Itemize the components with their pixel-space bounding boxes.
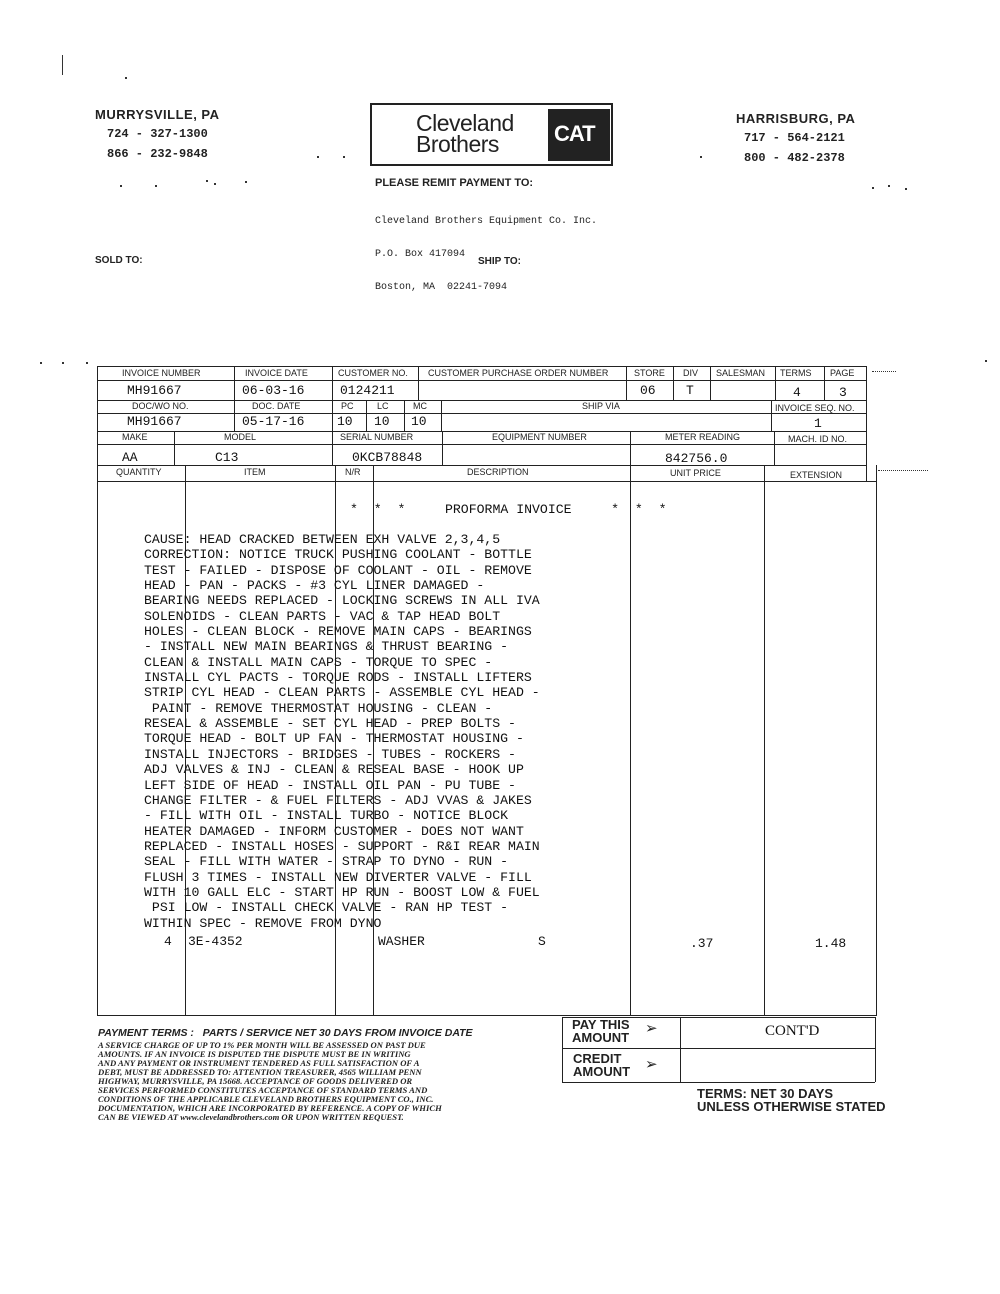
value-doc-wo: MH91667 <box>127 414 182 429</box>
fine-print-line: SERVICES PERFORMED CONSTITUTES ACCEPTANCE OF STANDARD TERMS AND <box>98 1085 428 1095</box>
grid-line <box>332 431 333 465</box>
grid-line <box>97 481 877 482</box>
grid-line <box>97 431 867 432</box>
fine-print-line: AND ANY PAYMENT OR INSTRUMENT TENDERED AS FULL SATISFACTION OF A <box>98 1058 420 1068</box>
scan-speck <box>343 156 345 158</box>
grid-line <box>626 366 627 400</box>
scan-dots <box>872 371 896 372</box>
branch-left-phone2: 866 - 232-9848 <box>107 147 208 161</box>
grid-line <box>441 400 442 431</box>
credit-l2: AMOUNT <box>573 1064 631 1079</box>
work-line: WITH 10 GALL ELC - START HP RUN - BOOST LOW & FUEL <box>144 884 540 900</box>
label-salesman: SALESMAN <box>716 368 766 378</box>
label-make: MAKE <box>122 432 148 442</box>
payment-terms-heading: PAYMENT TERMS : PARTS / SERVICE NET 30 DAYS FROM INVOICE DATE <box>98 1027 473 1039</box>
pay-box-line <box>562 1048 875 1049</box>
pay-this-amount-label <box>572 1018 630 1044</box>
label-ship-via: SHIP VIA <box>582 401 620 411</box>
grid-line <box>97 413 867 414</box>
value-model: C13 <box>215 450 239 465</box>
label-customer-no: CUSTOMER NO. <box>338 368 408 378</box>
work-line: HEAD - PAN - PACKS - #3 CYL LINER DAMAGED - <box>144 578 485 594</box>
fine-print-line: DOCUMENTATION, WHICH ARE INCORPORATED BY REFERENCE. A COPY OF WHICH <box>98 1103 442 1113</box>
work-line: CAUSE: HEAD CRACKED BETWEEN EXH VALVE 2,3,4,5 <box>144 532 501 547</box>
value-customer-no: 0124211 <box>340 383 395 398</box>
work-line: CLEAN & INSTALL MAIN CAPS - TORQUE TO SPEC - <box>144 654 493 670</box>
label-unit-price: UNIT PRICE <box>670 468 721 478</box>
scan-speck <box>245 181 247 183</box>
grid-line <box>97 366 867 367</box>
work-description <box>144 532 540 931</box>
work-line: CHANGE FILTER - & FUEL FILTERS - ADJ VVAS & JAKES <box>144 792 532 808</box>
work-line: SOLENOIDS - CLEAN PARTS - VAC & TAP HEAD BOLT <box>144 608 501 624</box>
grid-line <box>630 431 631 465</box>
remit-line1: Cleveland Brothers Equipment Co. Inc. <box>375 216 598 227</box>
label-nr: N/R <box>345 467 361 477</box>
scan-speck <box>872 187 874 189</box>
work-line: FLUSH 3 TIMES - INSTALL NEW DIVERTER VALVE - FILL <box>144 869 532 885</box>
scan-speck <box>155 185 157 187</box>
grid-line <box>234 400 235 431</box>
work-line: BEARING NEEDS REPLACED - LOCKING SCREWS IN ALL IVA <box>144 593 540 609</box>
label-extension: EXTENSION <box>790 470 843 480</box>
item-quantity: 4 <box>164 934 172 949</box>
label-doc-wo: DOC/WO NO. <box>132 401 189 411</box>
grid-line <box>673 366 674 400</box>
remit-address <box>375 194 597 304</box>
scan-speck <box>905 188 907 190</box>
grid-line <box>97 400 867 401</box>
grid-line <box>97 1015 877 1016</box>
grid-line <box>332 400 333 431</box>
remit-line2: P.O. Box 417094 <box>375 249 466 260</box>
label-equipment: EQUIPMENT NUMBER <box>492 432 587 442</box>
work-line: TORQUE HEAD - BOLT UP FAN - THERMOSTAT HOUSING - <box>144 731 524 747</box>
scan-speck <box>120 185 122 187</box>
fine-print-line: AMOUNTS. IF AN INVOICE IS DISPUTED THE DISPUTE MUST BE IN WRITING <box>98 1049 411 1059</box>
label-invoice-seq: INVOICE SEQ. NO. <box>775 403 855 413</box>
label-meter: METER READING <box>665 432 741 442</box>
remit-label: PLEASE REMIT PAYMENT TO: <box>375 177 534 189</box>
grid-line <box>876 465 877 1016</box>
grid-line <box>404 400 405 431</box>
grid-line <box>774 431 775 465</box>
scan-speck <box>86 362 88 364</box>
label-terms: TERMS <box>780 368 812 378</box>
terms-l1: TERMS: NET 30 DAYS <box>697 1086 834 1101</box>
value-make: AA <box>122 450 138 465</box>
value-invoice-seq: 1 <box>814 416 822 431</box>
branch-right-phone2: 800 - 482-2378 <box>744 151 845 165</box>
grid-line <box>710 366 711 400</box>
value-pc: 10 <box>337 414 353 429</box>
grid-line <box>97 444 867 445</box>
fine-print-line: CONDITIONS OF THE APPLICABLE CLEVELAND BROTHERS EQUIPMENT CO., INC. <box>98 1094 434 1104</box>
label-model: MODEL <box>224 432 257 442</box>
label-mach-id: MACH. ID NO. <box>788 434 848 444</box>
item-number: 3E-4352 <box>188 934 243 949</box>
item-extension: 1.48 <box>815 936 847 951</box>
grid-line <box>97 380 867 381</box>
pay-box-line <box>562 1082 875 1083</box>
grid-line <box>824 366 825 400</box>
grid-line <box>442 431 443 465</box>
work-line: SEAL - FILL WITH WATER - STRAP TO DYNO - RUN - <box>144 854 509 870</box>
work-line: ADJ VALVES & INJ - CLEAN & RESEAL BASE - HOOK UP <box>144 762 524 778</box>
cat-badge-icon <box>548 109 610 161</box>
scan-mark <box>62 55 63 75</box>
fine-print-line: DEBT, MUST BE ADDRESSED TO: ATTENTION TREASURER, 4565 WILLIAM PENN <box>98 1067 422 1077</box>
logo-wordmark <box>416 110 514 157</box>
scan-speck <box>888 185 890 187</box>
label-serial: SERIAL NUMBER <box>340 432 414 442</box>
branch-right-city: HARRISBURG, PA <box>736 111 856 126</box>
cat-badge-text: CAT <box>554 121 595 146</box>
label-doc-date: DOC. DATE <box>252 401 301 411</box>
label-lc: LC <box>377 401 389 411</box>
work-line: RESEAL & ASSEMBLE - SET CYL HEAD - PREP BOLTS - <box>144 716 516 732</box>
label-invoice-number: INVOICE NUMBER <box>122 368 201 378</box>
work-line: TEST - FAILED - DISPOSE OF COOLANT - OIL - REMOVE <box>144 562 532 578</box>
work-line: WITHIN SPEC - REMOVE FROM DYNO <box>144 915 382 931</box>
work-line: STRIP CYL HEAD - CLEAN PARTS - ASSEMBLE CYL HEAD - <box>144 685 540 701</box>
terms-l2: UNLESS OTHERWISE STATED <box>697 1099 886 1114</box>
value-mc: 10 <box>411 414 427 429</box>
value-store: 06 <box>640 383 656 398</box>
grid-line <box>775 366 776 400</box>
scan-speck <box>317 156 319 158</box>
work-line: PSI LOW - INSTALL CHECK VALVE - RAN HP TEST - <box>144 900 509 916</box>
label-page: PAGE <box>830 368 855 378</box>
branch-left-phone1: 724 - 327-1300 <box>107 127 208 141</box>
scan-speck <box>62 362 64 364</box>
work-line: INSTALL INJECTORS - BRIDGES - TUBES - ROCKERS - <box>144 746 516 762</box>
item-flag: S <box>538 934 546 949</box>
label-div: DIV <box>683 368 699 378</box>
work-line: LEFT SIDE OF HEAD - INSTALL OIL PAN - PU TUBE - <box>144 777 516 793</box>
value-lc: 10 <box>374 414 390 429</box>
scan-speck <box>40 362 42 364</box>
grid-line <box>97 465 867 466</box>
label-item: ITEM <box>244 467 266 477</box>
pay-amount-value: CONT'D <box>765 1023 820 1039</box>
scan-speck <box>125 77 127 79</box>
label-mc: MC <box>413 401 427 411</box>
fine-print-line: A SERVICE CHARGE OF UP TO 1% PER MONTH WILL BE ASSESSED ON PAST DUE <box>98 1040 426 1050</box>
grid-line <box>771 400 772 431</box>
value-meter: 842756.0 <box>665 451 728 466</box>
item-description: WASHER <box>378 934 425 949</box>
scan-speck <box>985 360 987 362</box>
arrow-right-icon: ➢ <box>645 1055 658 1073</box>
work-line: REPLACED - INSTALL HOSES - SUPPORT - R&I REAR MAIN <box>144 838 540 854</box>
label-description: DESCRIPTION <box>467 467 529 477</box>
value-invoice-number: MH91667 <box>127 383 182 398</box>
credit-amount-label <box>573 1052 630 1078</box>
fine-print-line: HIGHWAY, MURRYSVILLE, PA 15668. ACCEPTANCE OF GOODS DELIVERED OR <box>98 1076 413 1086</box>
value-div: T <box>686 383 694 398</box>
pay-box-line <box>562 1017 563 1082</box>
branch-left-city: MURRYSVILLE, PA <box>95 107 220 122</box>
grid-line <box>418 366 419 400</box>
scan-speck <box>214 183 216 185</box>
work-line: - FILL WITH OIL - INSTALL TURBO - NOTICE BLOCK <box>144 808 509 824</box>
grid-line <box>630 465 631 1016</box>
work-line: HOLES - CLEAN BLOCK - REMOVE MAIN CAPS - BEARINGS <box>144 624 532 640</box>
grid-line <box>97 366 98 1016</box>
branch-right-phone1: 717 - 564-2121 <box>744 131 845 145</box>
logo-line2: Brothers <box>416 131 499 157</box>
label-quantity: QUANTITY <box>116 467 162 477</box>
value-terms: 4 <box>793 385 801 400</box>
arrow-right-icon: ➢ <box>645 1019 658 1037</box>
work-line: INSTALL CYL PACTS - TORQUE RODS - INSTALL LIFTERS <box>144 670 532 686</box>
value-serial: 0KCB78848 <box>352 450 423 465</box>
grid-line <box>866 366 867 481</box>
sold-to-label: SOLD TO: <box>95 255 143 266</box>
label-customer-po: CUSTOMER PURCHASE ORDER NUMBER <box>428 368 609 378</box>
value-invoice-date: 06-03-16 <box>242 383 305 398</box>
label-invoice-date: INVOICE DATE <box>245 368 308 378</box>
pay-this-l2: AMOUNT <box>572 1030 630 1045</box>
pay-box-line <box>680 1017 681 1082</box>
work-line: CORRECTION: NOTICE TRUCK PUSHING COOLANT - BOTTLE <box>144 547 532 563</box>
fine-print <box>98 1041 442 1122</box>
remit-line3: Boston, MA 02241-7094 <box>375 282 508 293</box>
grid-line <box>366 400 367 431</box>
label-pc: PC <box>341 401 354 411</box>
pay-box-line <box>875 1017 876 1082</box>
grid-line <box>174 431 175 465</box>
scan-dots <box>878 470 928 471</box>
work-line: HEATER DAMAGED - INFORM CUSTOMER - DOES NOT WANT <box>144 823 524 839</box>
proforma-heading: * * * PROFORMA INVOICE * * * <box>350 502 667 517</box>
work-line: PAINT - REMOVE THERMOSTAT HOUSING - CLEAN - <box>144 700 493 716</box>
fine-print-line: CAN BE VIEWED AT www.clevelandbrothers.com OR UPON WRITTEN REQUEST. <box>98 1112 404 1122</box>
grid-line <box>234 366 235 400</box>
scan-speck <box>206 180 208 182</box>
logo-line1: Cleveland <box>416 110 514 136</box>
ship-to-label: SHIP TO: <box>478 256 521 267</box>
terms-net <box>697 1087 886 1113</box>
value-page: 3 <box>839 385 847 400</box>
scan-speck <box>700 156 702 158</box>
company-logo <box>370 103 613 166</box>
work-line: - INSTALL NEW MAIN BEARINGS & THRUST BEARING - <box>144 639 509 655</box>
credit-l1: CREDIT <box>573 1051 622 1066</box>
item-unit-price: .37 <box>690 936 714 951</box>
label-store: STORE <box>634 368 665 378</box>
pay-this-l1: PAY THIS <box>572 1017 630 1032</box>
grid-line <box>332 366 333 400</box>
value-doc-date: 05-17-16 <box>242 414 305 429</box>
grid-line <box>764 465 765 1016</box>
